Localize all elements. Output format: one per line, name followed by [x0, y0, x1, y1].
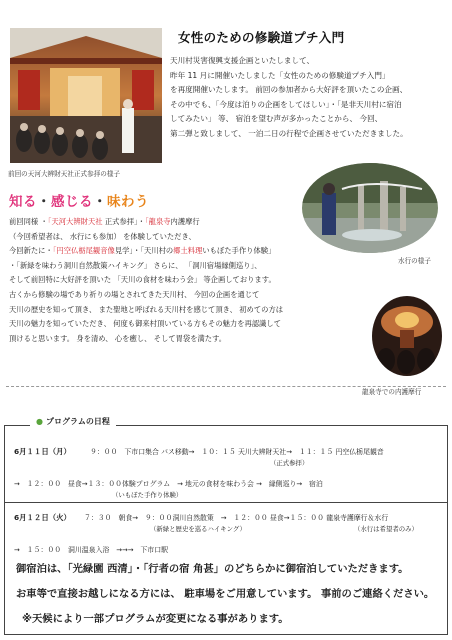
day1-row1-note: （正式参拝）	[270, 459, 309, 467]
body-text: 正式参拝」・	[102, 217, 145, 226]
body-line: 頂けると思います。 身を清め、 心を癒し、 そして胃袋を満たす。	[9, 333, 227, 343]
body-text: 内護摩行	[170, 217, 200, 226]
program-description	[9, 215, 319, 346]
day2-row1-note-a: （新緑と歴史を巡るハイキング）	[150, 525, 246, 533]
day2-row1: ７：３０ 朝食→ ９：００洞川自然散策 → １２：００ 昼食→１５：００ 龍泉寺護摩行＆水行	[84, 514, 389, 522]
lodging-notice: 御宿泊は、「光緑園 西清」・「行者の宿 角甚」のどちらかに御宿泊していただきます。	[16, 563, 409, 575]
day1-date: 6月１１日（月）	[14, 447, 71, 456]
intro-line: 第二弾と致しまして、 一泊二日の行程で企画させていただきました。	[170, 128, 408, 138]
photo-caption-2: 水行の様子	[398, 257, 431, 265]
body-text: 今回新たに・	[9, 246, 53, 256]
highlight-text: 「龍泉寺	[145, 217, 171, 226]
body-line: （今回希望者は、 水行にも参加） を体験していただき、	[9, 231, 196, 241]
body-line	[9, 244, 319, 259]
page-title: 女性のための修験道プチ入門	[178, 30, 345, 45]
divider	[6, 386, 446, 387]
intro-line: 昨年 11 月に開催いたしました「女性のための修験道プチ入門」	[170, 70, 390, 80]
section-heading	[9, 190, 149, 210]
body-line: 天川の魅力を知っていただき、 何度も御来村頂いている方もその魅力を再認識して	[9, 319, 282, 329]
day2-date: 6月１２日（火）	[14, 513, 71, 522]
body-line	[9, 215, 319, 230]
day1-row2-note: （いもぼた手作り体験）	[112, 491, 183, 499]
schedule-label-text: プログラムの日程	[45, 417, 110, 426]
day1-row2: → １２：００ 昼食→１３：００体験プログラム → 地元の食材を味わう会 → 縁側巡り→ 宿泊	[14, 480, 323, 488]
heading-word-3: 味わう	[107, 194, 149, 210]
body-line: そして前回特に大好評を頂いた 「天川の食材を味わう会」 等企画しております。	[9, 275, 276, 285]
body-text: 見学」・「天川村の	[114, 246, 174, 256]
body-line: 天川の歴史を知って頂き、 また聖地と呼ばれる天川村を感じて頂き、 初めての方は	[9, 304, 284, 314]
body-text: 前回同様 ・	[9, 217, 48, 226]
day1-row1: ９：００ 下市口集合 バス移動→ １０：１５ 天川大辨財天社→ １１：１５ 円空仏栃尾観音	[90, 448, 384, 456]
day2-row2: → １５：００ 洞川温泉入浴 →→→ 下市口駅	[14, 546, 169, 554]
water-ritual-photo	[302, 163, 438, 253]
intro-line: 天川村災害復興支援企画といたしまして、	[170, 56, 315, 65]
body-line: ・「新緑を味わう洞川自然散策ハイキング」 さらに、 「洞川宿場縁側巡り」、	[9, 260, 262, 270]
day2-row1-note-b: （水行は希望者のみ）	[354, 525, 418, 533]
bullet-icon: ●	[36, 417, 43, 426]
intro-line: その中でも、「今度は泊りの企画をしてほしい」・「是非天川村に宿泊	[170, 99, 402, 109]
body-line: 古くから修験の場であり祈りの場とされてきた天川村、 今回の企画を通じて	[9, 289, 260, 299]
day-separator	[4, 502, 448, 503]
weather-notice: ※天候により一部プログラムが変更になる事があります。	[22, 613, 289, 625]
body-text: いもぼた手作り体験」	[202, 246, 276, 256]
highlight-text: 郷土料理	[173, 246, 203, 256]
highlight-text: 「天河大辨財天社	[47, 217, 103, 226]
temple-interior-photo	[10, 28, 162, 163]
intro-paragraph	[170, 54, 448, 142]
schedule-label	[30, 416, 116, 427]
intro-line: を再度開催いたします。 前回の参加者から大好評を頂いたこの企画、	[170, 85, 408, 95]
photo-caption-1: 前回の天河大辨財天社正式参拝の様子	[8, 170, 121, 178]
goma-ritual-photo	[372, 296, 442, 376]
intro-line: してみたい」 等、 宿泊を望む声が多かったことから、 今回、	[170, 114, 383, 124]
photo-caption-3: 龍泉寺での内護摩行	[362, 388, 422, 396]
heading-word-2: 感じる	[51, 194, 93, 210]
parking-notice: お車等で直接お越しになる方には、 駐車場をご用意しています。 事前のご連絡ください。	[16, 588, 435, 600]
highlight-text: 「円空仏栃尾観音像	[52, 246, 115, 256]
heading-sep: ・	[93, 194, 107, 210]
heading-sep: ・	[37, 194, 51, 210]
heading-word-1: 知る	[9, 194, 37, 210]
